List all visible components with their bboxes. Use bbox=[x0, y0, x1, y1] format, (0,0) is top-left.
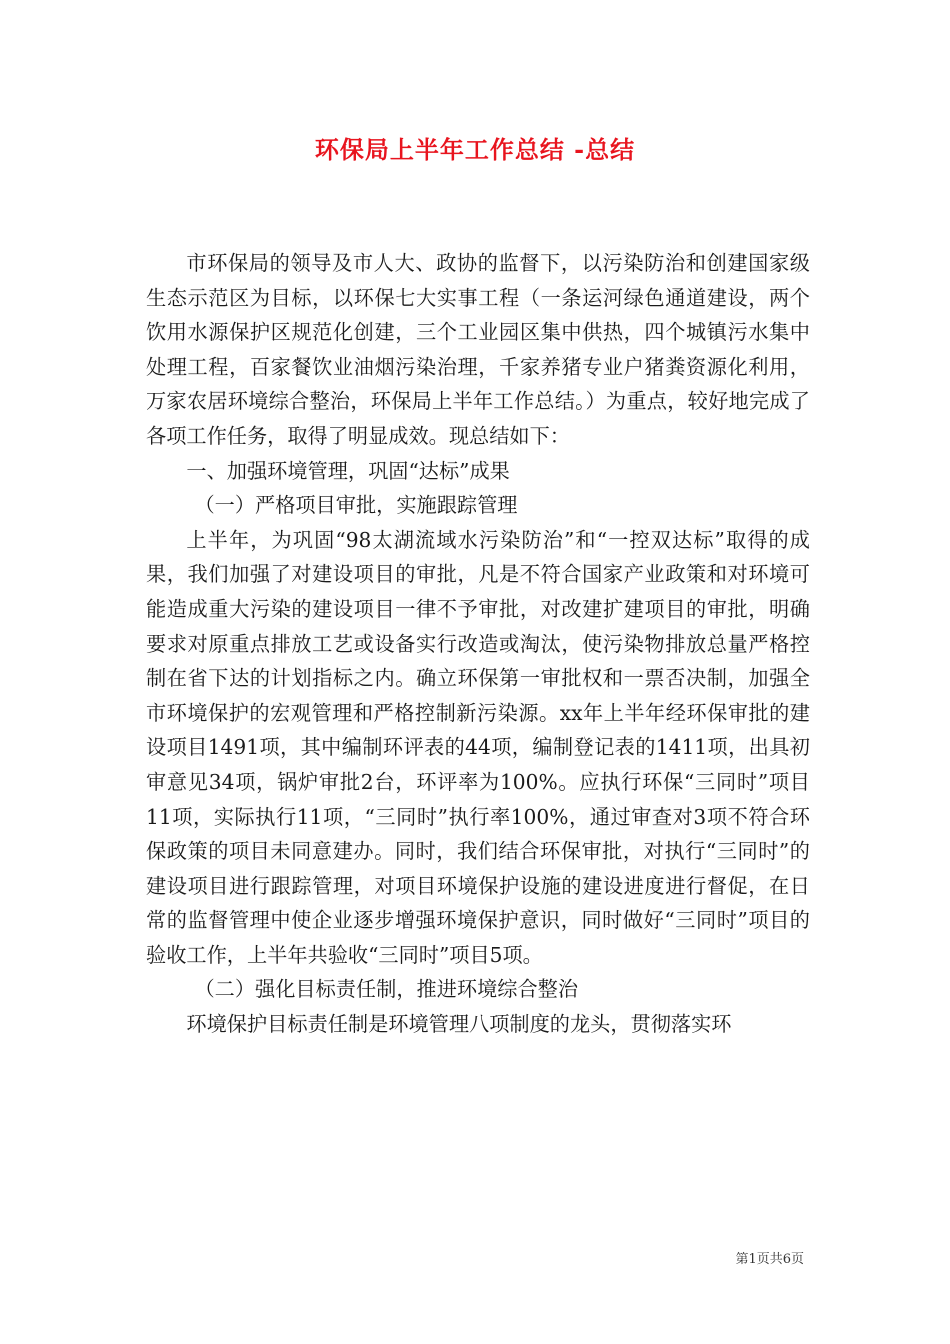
section-heading: 一、加强环境管理，巩固“达标”成果 bbox=[186, 458, 510, 483]
body-paragraph: 环境保护目标责任制是环境管理八项制度的龙头，贯彻落实环 bbox=[186, 1012, 732, 1037]
body-paragraph: 上半年，为巩固“98太湖流域水污染防治”和“一控双达标”取得的成果，我们加强了对建设项目的审批，凡是不符合国家产业政策和对环境可能造成重大污染的建设项目一律不予审批，对改建扩建项目的审批，明确要求对原重点排放工艺或设备实行改造或淘汰，使污染物排放总量严格控制在省下达的计划指标之内。确立环保第一审批权和一票否决制，加强全市环境保护的宏观管理和严格控制新污染源。xx年上半年经环保审批的建设项目1491项，其中编制环评表的44项，编制登记表的1411项，出具初审意见34项，锅炉审批2台，环评率为100%。应执行环保“三同时”项目11项，实际执行11项，“三同时”执行率100%，通过审查对3项不符合环保政策的项目未同意建办。同时，我们结合环保审批，对执行“三同时”的建设项目进行跟踪管理，对项目环境保护设施的建设进度进行督促，在日常的监督管理中使企业逐步增强环境保护意识，同时做好“三同时”项目的验收工作，上半年共验收“三同时”项目5项。 bbox=[146, 527, 810, 967]
document-title: 环保局上半年工作总结 -总结 bbox=[314, 135, 636, 164]
document-body bbox=[146, 246, 810, 1042]
body-paragraph: 市环保局的领导及市人大、政协的监督下，以污染防治和创建国家级生态示范区为目标，以环保七大实事工程（一条运河绿色通道建设，两个饮用水源保护区规范化创建，三个工业园区集中供热，四个城镇污水集中处理工程，百家餐饮业油烟污染治理，千家养猪专业户猪粪资源化利用，万家农居环境综合整治，环保局上半年工作总结。）为重点，较好地完成了各项工作任务，取得了明显成效。现总结如下： bbox=[146, 251, 810, 448]
page-number: 第1页共6页 bbox=[735, 1252, 804, 1267]
subsection-heading: （一）严格项目审批，实施跟踪管理 bbox=[194, 493, 518, 518]
subsection-heading: （二）强化目标责任制，推进环境综合整治 bbox=[194, 977, 579, 1002]
